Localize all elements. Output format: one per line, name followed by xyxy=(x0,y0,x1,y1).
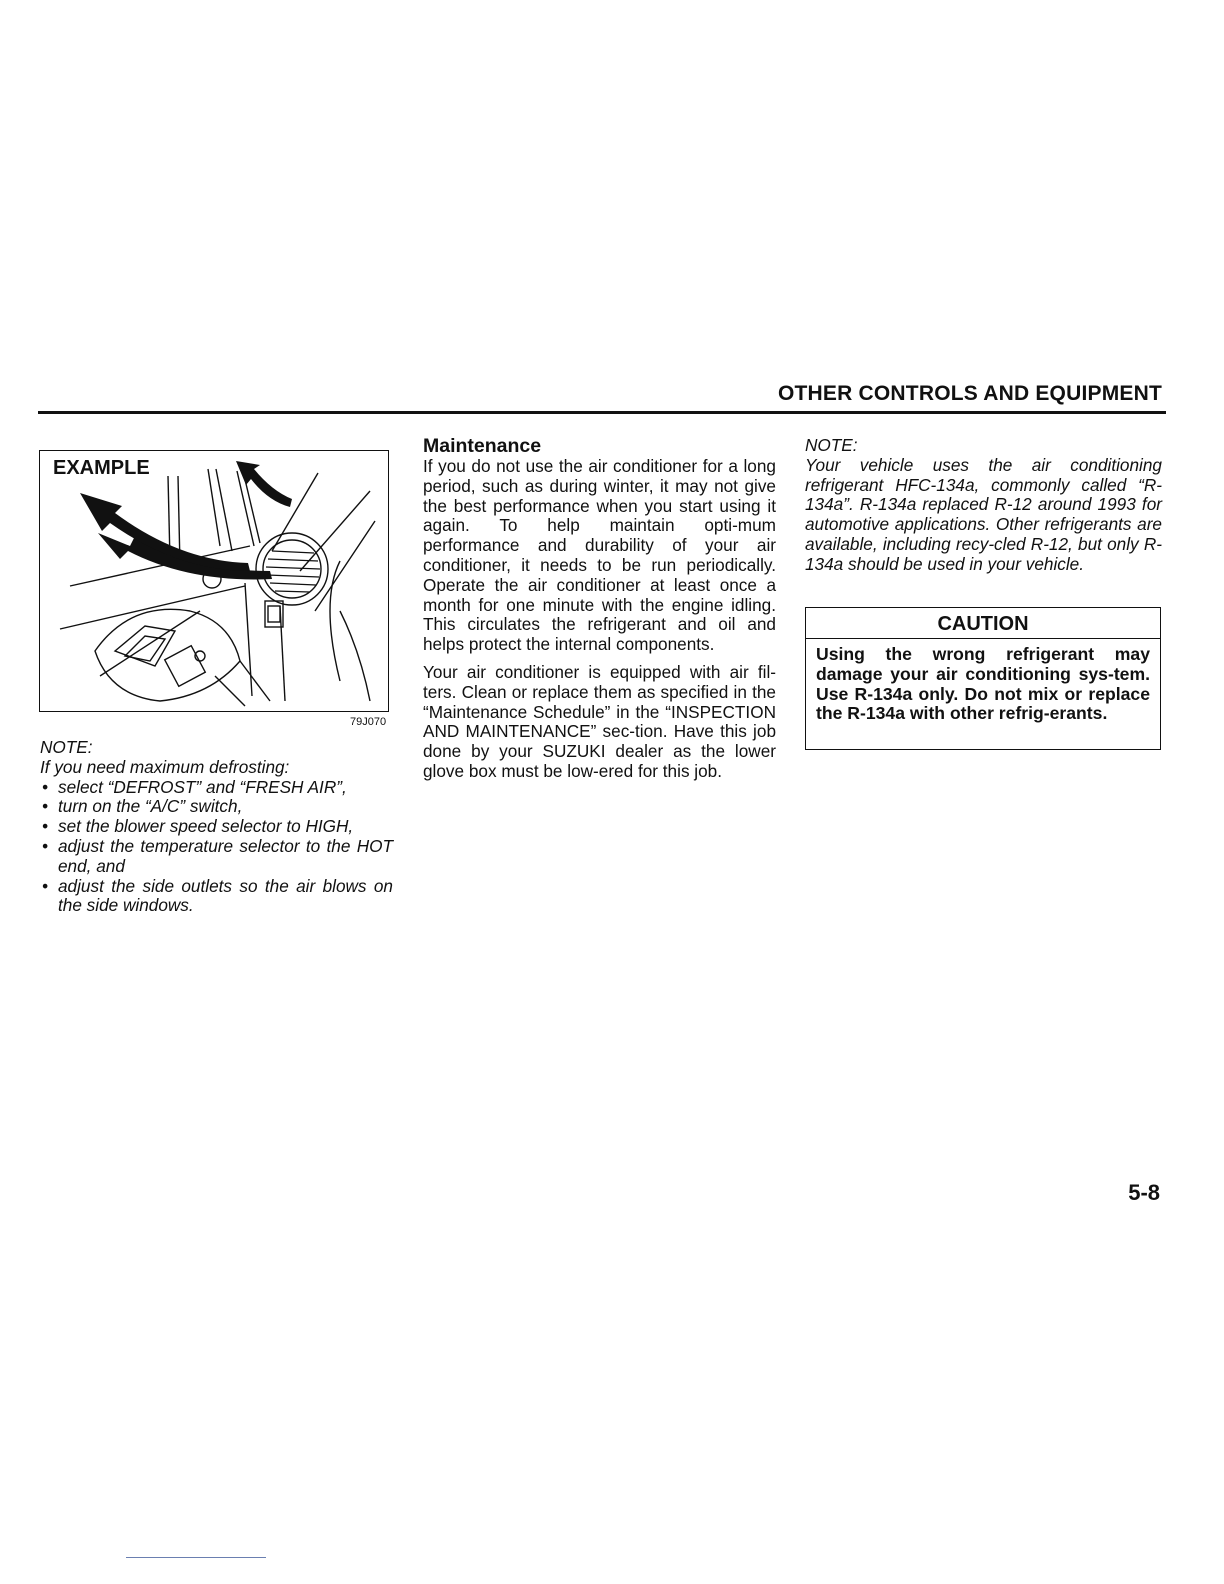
footer-line xyxy=(126,1557,266,1558)
header-rule xyxy=(38,411,1166,414)
caution-text: Using the wrong refrigerant may damage your air conditioning sys-tem. Use R-134a only. Do not mix or replace the R-134a with other refrig-erants. xyxy=(816,644,1150,724)
dashboard-vent-drawing xyxy=(40,451,389,712)
note-title: NOTE: xyxy=(40,737,93,757)
defrost-note xyxy=(40,738,393,916)
note-intro: If you need maximum defrosting: xyxy=(40,756,290,777)
figure-code: 79J070 xyxy=(350,716,387,728)
defrost-steps-list xyxy=(40,778,393,917)
maintenance-paragraph: If you do not use the air conditioner for a long period, such as during winter, it may not give the best performance when you start using it again. To help maintain opti-mum performance and durability of your air conditioner, it needs to be run periodically. Operate the air conditioner at least once a month for one minute with the engine idling. This circulates the refrigerant and oil and helps protect the internal components. xyxy=(423,456,776,655)
note-title: NOTE: xyxy=(805,435,858,455)
caution-title: CAUTION xyxy=(806,608,1160,639)
refrigerant-note xyxy=(805,436,1162,575)
list-item: • turn on the “A/C” switch, xyxy=(42,796,243,817)
maintenance-paragraph: Your air conditioner is equipped with air fil-ters. Clean or replace them as specified in the “Maintenance Schedule” in the “INSPECTION AND MAINTENANCE” sec-tion. Have this job done by your SUZUKI dealer as the lower glove box must be low-ered for this job. xyxy=(423,661,776,781)
note-text: Your vehicle uses the air conditioning refrigerant HFC-134a, commonly called “R-134a”. R-134a replaced R-12 around 1993 for automotive applications. Other refrigerants are available, including recy-cled R-12, but only R-134a should be used in your vehicle. xyxy=(805,454,1162,574)
list-item: • select “DEFROST” and “FRESH AIR”, xyxy=(42,776,347,797)
list-item: • set the blower speed selector to HIGH, xyxy=(42,816,354,837)
section-header: OTHER CONTROLS AND EQUIPMENT xyxy=(778,382,1162,405)
list-item: • adjust the temperature selector to the HOT end, and xyxy=(42,835,393,876)
list-item: • adjust the side outlets so the air blows on the side windows. xyxy=(42,875,393,916)
caution-box xyxy=(805,607,1161,750)
maintenance-section xyxy=(423,436,776,782)
defroster-illustration xyxy=(39,450,389,712)
page-number: 5-8 xyxy=(1128,1180,1160,1205)
figure-label: EXAMPLE xyxy=(50,457,153,480)
maintenance-heading: Maintenance xyxy=(423,435,542,457)
